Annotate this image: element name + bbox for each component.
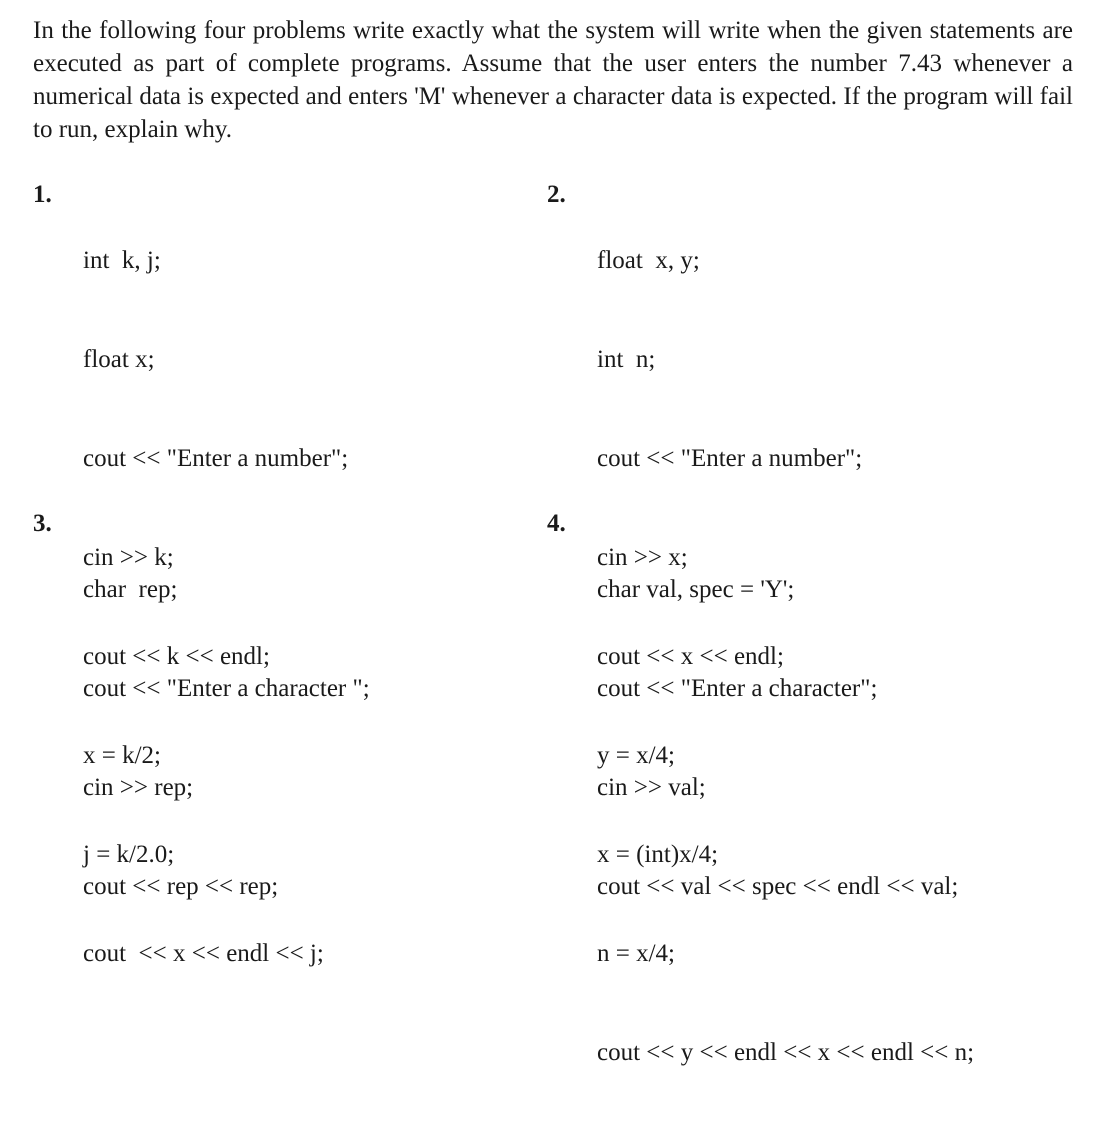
code-line: cout << k << endl; — [83, 643, 270, 670]
code-line: float x; — [83, 346, 155, 373]
code-line: cin >> val; — [597, 774, 706, 801]
code-line: cout << "Enter a character "; — [83, 675, 370, 702]
problem-number: 3. — [33, 510, 52, 537]
problem-number: 1. — [33, 181, 52, 208]
code-block — [83, 507, 370, 969]
code-line: cin >> x; — [597, 544, 688, 571]
code-line: x = (int)x/4; — [597, 841, 719, 868]
code-line: x = k/2; — [83, 742, 161, 769]
code-line: cout << "Enter a character"; — [597, 675, 878, 702]
code-line: cout << y << endl << x << endl << n; — [597, 1039, 975, 1066]
code-line: cin >> rep; — [83, 774, 194, 801]
problem-number: 4. — [547, 510, 566, 537]
code-line: cout << x << endl; — [597, 643, 784, 670]
code-line: int k, j; — [83, 247, 161, 274]
code-line: char val, spec = 'Y'; — [597, 576, 795, 603]
instructions-paragraph: In the following four problems write exactly what the system will write when the given statements are executed as part of complete programs. Assume that the user enters the number 7.43 whenever a numerical data is expected and enters 'M' whenever a character data is expected. If the program will fail to run, explain why. — [33, 17, 1073, 143]
code-line: cin >> k; — [83, 544, 174, 571]
code-line: float x, y; — [597, 247, 700, 274]
code-line: cout << "Enter a number"; — [83, 445, 349, 472]
problem-number: 2. — [547, 181, 566, 208]
code-line: cout << x << endl << j; — [83, 940, 324, 967]
code-line: cout << rep << rep; — [83, 873, 279, 900]
code-line: y = x/4; — [597, 742, 675, 769]
code-line: int n; — [597, 346, 656, 373]
code-block — [597, 507, 958, 969]
code-line: cout << "Enter a number"; — [597, 445, 863, 472]
code-line: j = k/2.0; — [83, 841, 175, 868]
code-line: char rep; — [83, 576, 178, 603]
code-line: n = x/4; — [597, 940, 675, 967]
code-line: cout << val << spec << endl << val; — [597, 873, 959, 900]
